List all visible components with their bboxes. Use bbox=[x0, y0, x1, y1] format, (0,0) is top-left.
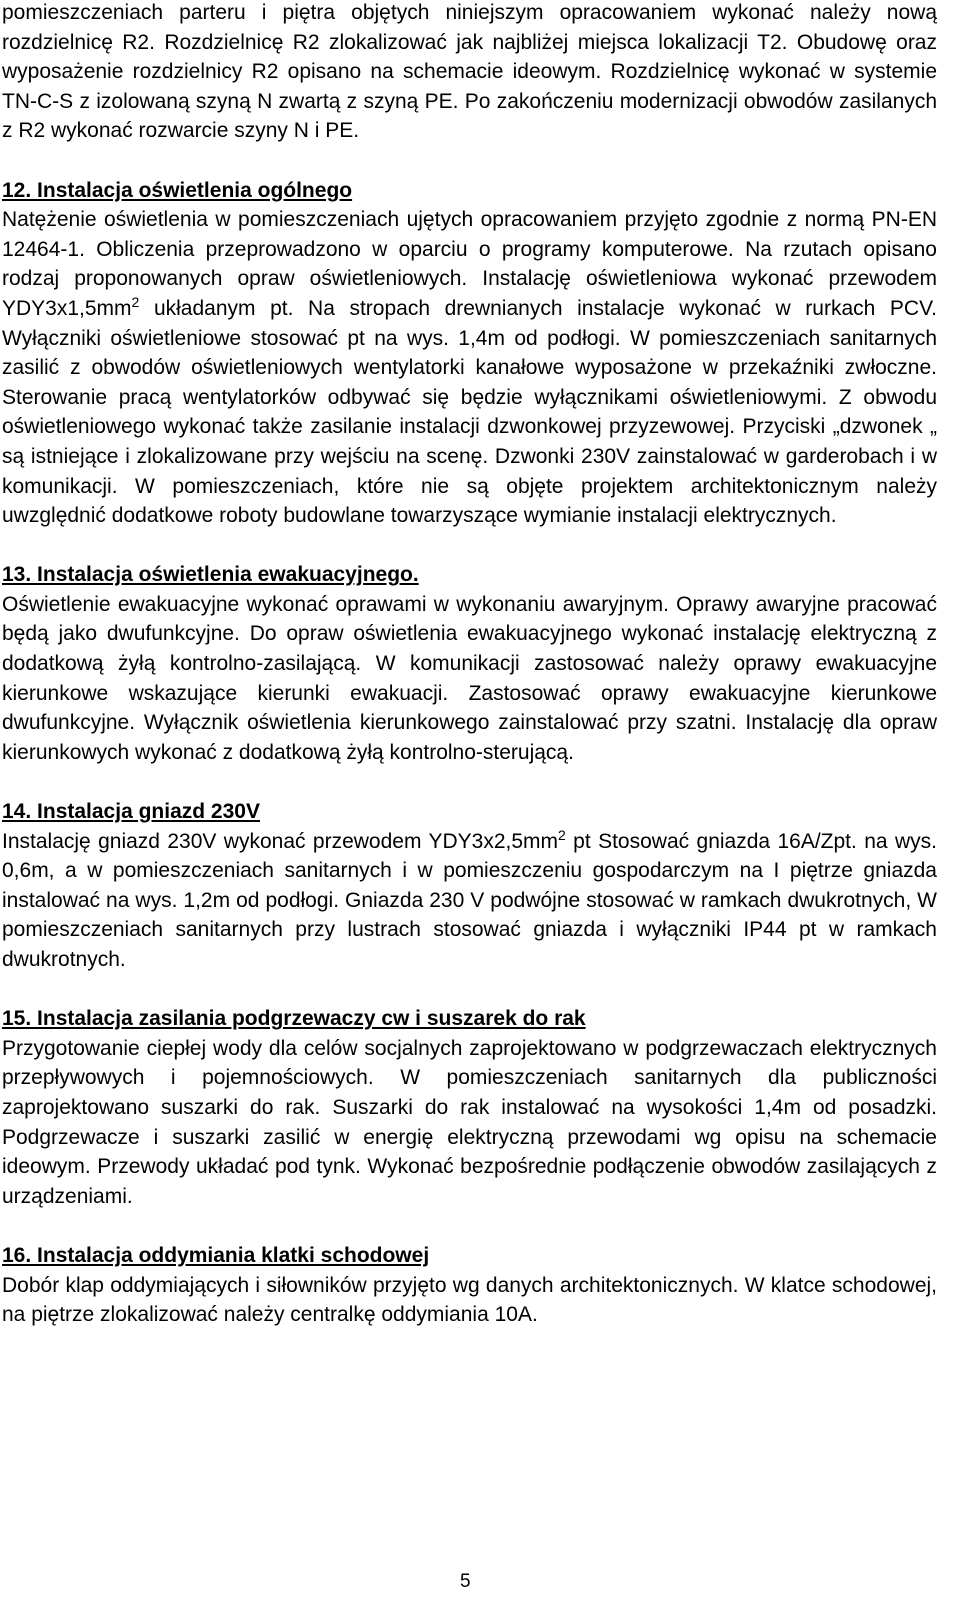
document-page bbox=[2, 0, 937, 1330]
superscript: 2 bbox=[558, 826, 566, 843]
section-body: Przygotowanie ciepłej wody dla celów socjalnych zaprojektowano w podgrzewaczach elektrycznych przepływowych i pojemnościowych. W pomieszczeniach sanitarnych dla publiczności zaprojektowano suszarki do rak. Suszarki do rak instalować na wysokości 1,4m od posadzki. Podgrzewacze i suszarki zasilić w energię elektryczną przewodami wg opisu na schemacie ideowym. Przewody układać pod tynk. Wykonać bezpośrednie podłączenie obwodów zasilających z urządzeniami. bbox=[2, 1036, 937, 1208]
section-body: Dobór klap oddymiających i siłowników przyjęto wg danych architektonicznych. W klatce schodowej, na piętrze zlokalizować należy centralkę oddymiania 10A. bbox=[2, 1273, 937, 1327]
section-heading: 16. Instalacja oddymiania klatki schodowej bbox=[2, 1243, 430, 1267]
section-spacer bbox=[2, 531, 937, 561]
body-text: układanym pt. Na stropach drewnianych instalacje wykonać w rurkach PCV. Wyłączniki oświetleniowe stosować pt na wys. 1,4m od podłogi. W pomieszczeniach sanitarnych zasilić z obwodów oświetleniowych wentylatorki kanałowe wyposażone w przekaźniki zwłoczne. Sterowanie pracą wentylatorków odbywać się będzie wyłącznikami oświetleniowymi. Z obwodu oświetleniowego wykonać także zasilanie instalacji dzwonkowej przyzewowej. Przyciski „dzwonek „ są istniejące i zlokalizowane przy wejściu na scenę. Dzwonki 230V zainstalować w garderobach i w komunikacji. W pomieszczeniach, które nie są objęte projektem architektonicznym należy uwzględnić dodatkowe roboty budowlane towarzyszące wymianie instalacji elektrycznych. bbox=[2, 296, 937, 528]
section-body bbox=[2, 205, 937, 531]
section-body bbox=[2, 827, 937, 975]
body-text: Natężenie oświetlenia w pomieszczeniach ujętych opracowaniem przyjęto zgodnie z normą PN-EN 12464-1. Obliczenia przeprowadzono w oparciu o programy komputerowe. Na rzutach opisano rodzaj proponowanych opraw oświetleniowych. Instalację oświetleniowa wykonać przewodem YDY3x1,5mm bbox=[2, 208, 937, 320]
body-text: pt Stosować gniazda 16A/Zpt. na wys. 0,6m, a w pomieszczeniach sanitarnych i w pomieszczeniu gospodarczym na I piętrze gniazda instalować na wys. 1,2m od podłogi. Gniazda 230 V podwójne stosować w ramkach dwukrotnych, W pomieszczeniach sanitarnych przy lustrach stosować gniazda i wyłączniki IP44 pt w ramkach dwukrotnych. bbox=[2, 829, 937, 971]
section-spacer bbox=[2, 1211, 937, 1241]
superscript: 2 bbox=[131, 293, 140, 310]
section-14-sockets bbox=[2, 797, 937, 975]
section-body: Oświetlenie ewakuacyjne wykonać oprawami w wykonaniu awaryjnym. Oprawy awaryjne pracować będą jako dwufunkcyjne. Do opraw oświetlenia ewakuacyjnego wykonać instalację elektryczną z dodatkową żyłą kontrolno-zasilającą. W komunikacji zastosować należy oprawy ewakuacyjne kierunkowe wskazujące kierunki ewakuacji. Zastosować oprawy ewakuacyjne kierunkowe dwufunkcyjne. Wyłącznik oświetlenia kierunkowego zainstalować przy szatni. Instalację dla opraw kierunkowych wykonać z dodatkową żyłą kontrolno-sterującą. bbox=[2, 592, 937, 764]
section-16-smoke-extraction bbox=[2, 1241, 937, 1330]
section-heading: 12. Instalacja oświetlenia ogólnego bbox=[2, 178, 353, 202]
section-15-heaters-dryers bbox=[2, 1004, 937, 1211]
section-13-emergency-lighting bbox=[2, 560, 937, 767]
section-spacer bbox=[2, 146, 937, 176]
section-heading: 15. Instalacja zasilania podgrzewaczy cw i suszarek do rak bbox=[2, 1007, 586, 1031]
section-heading: 13. Instalacja oświetlenia ewakuacyjnego. bbox=[2, 563, 419, 587]
section-12-general-lighting bbox=[2, 176, 937, 531]
section-spacer bbox=[2, 767, 937, 797]
intro-paragraph: pomieszczeniach parteru i piętra objętych niniejszym opracowaniem wykonać należy nową rozdzielnicę R2. Rozdzielnicę R2 zlokalizować jak najbliżej miejsca lokalizacji T2. Obudowę oraz wyposażenie rozdzielnicy R2 opisano na schemacie ideowym. Rozdzielnicę wykonać w systemie TN-C-S z izolowaną szyną N zwartą z szyną PE. Po zakończeniu modernizacji obwodów zasilanych z R2 wykonać rozwarcie szyny N i PE. bbox=[2, 1, 937, 143]
section-spacer bbox=[2, 975, 937, 1005]
page-number: 5 bbox=[460, 1571, 471, 1592]
body-text: Instalację gniazd 230V wykonać przewodem YDY3x2,5mm bbox=[2, 829, 558, 853]
section-heading: 14. Instalacja gniazd 230V bbox=[2, 800, 260, 824]
